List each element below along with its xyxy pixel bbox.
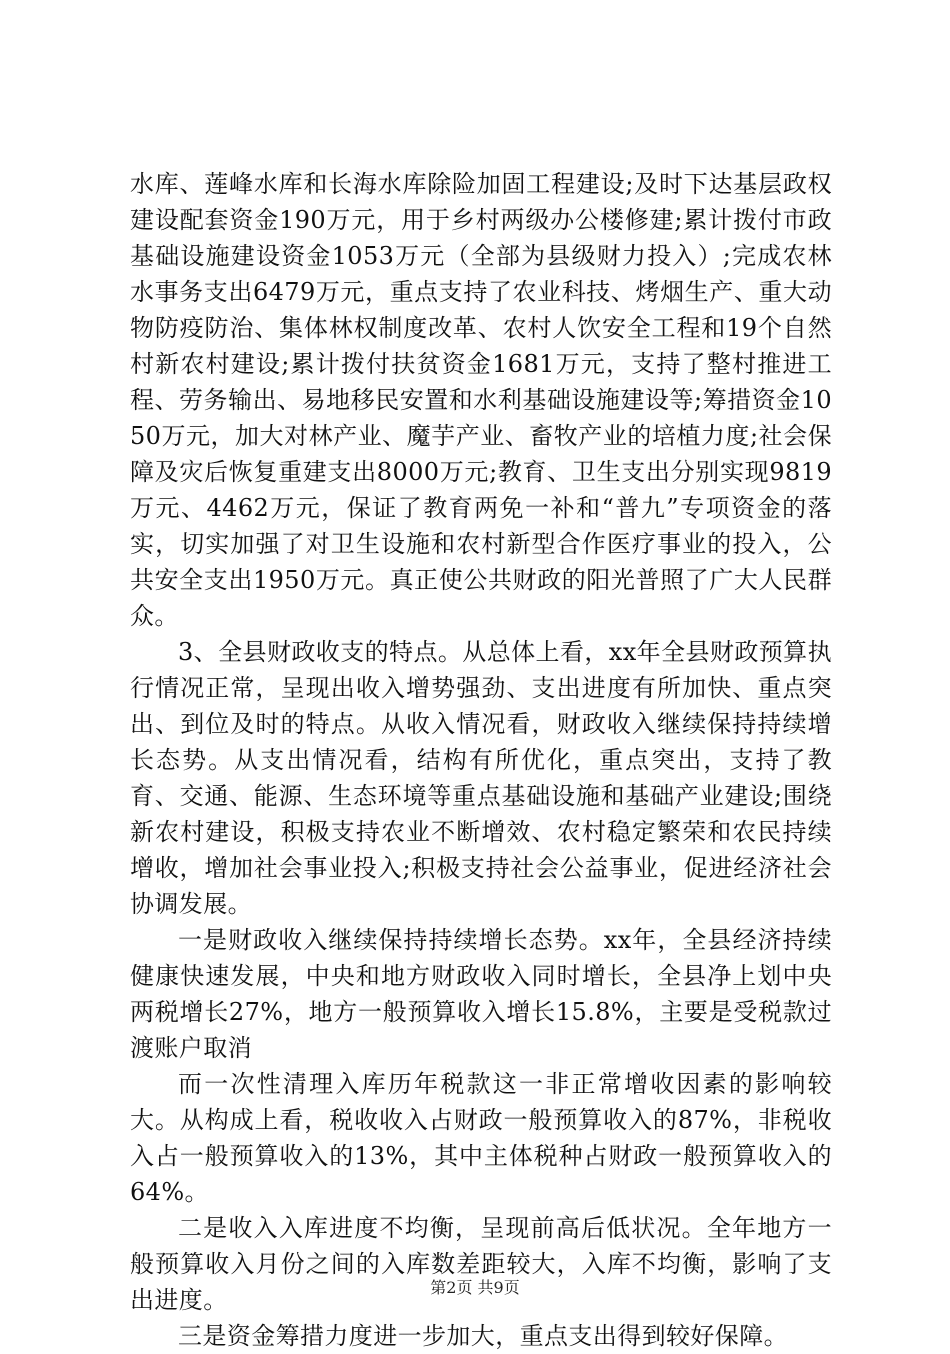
- page-footer: 第2页 共9页: [430, 1278, 520, 1297]
- paragraph-5: 二是收入入库进度不均衡，呈现前高后低状况。全年地方一般预算收入月份之间的入库数差距较大，入库不均衡，影响了支出进度。: [130, 1214, 832, 1314]
- paragraph-2: 3、全县财政收支的特点。从总体上看，xx年全县财政预算执行情况正常，呈现出收入增势强劲、支出进度有所加快、重点突出、到位及时的特点。从收入情况看，财政收入继续保持持续增长态势。从支出情况看，结构有所优化，重点突出，支持了教育、交通、能源、生态环境等重点基础设施和基础产业建设;围绕新农村建设，积极支持农业不断增效、农村稳定繁荣和农民持续增收，增加社会事业投入;积极支持社会公益事业，促进经济社会协调发展。: [130, 638, 832, 918]
- paragraph-3: 一是财政收入继续保持持续增长态势。xx年，全县经济持续健康快速发展，中央和地方财政收入同时增长，全县净上划中央两税增长27%，地方一般预算收入增长15.8%，主要是受税款过渡账户取消: [130, 926, 832, 1062]
- paragraph-6: 三是资金筹措力度进一步加大，重点支出得到较好保障。: [178, 1322, 788, 1350]
- paragraph-1: 水库、莲峰水库和长海水库除险加固工程建设;及时下达基层政权建设配套资金190万元，用于乡村两级办公楼修建;累计拨付市政基础设施建设资金1053万元（全部为县级财力投入）;完成农林水事务支出6479万元，重点支持了农业科技、烤烟生产、重大动物防疫防治、集体林权制度改革、农村人饮安全工程和19个自然村新农村建设;累计拨付扶贫资金1681万元，支持了整村推进工程、劳务输出、易地移民安置和水利基础设施建设等;筹措资金1050万元，加大对林产业、魔芋产业、畜牧产业的培植力度;社会保障及灾后恢复重建支出8000万元;教育、卫生支出分别实现9819万元、4462万元，保证了教育两免一补和“普九”专项资金的落实，切实加强了对卫生设施和农村新型合作医疗事业的投入，公共安全支出1950万元。真正使公共财政的阳光普照了广大人民群众。: [130, 170, 832, 630]
- document-body: [130, 166, 832, 1354]
- paragraph-4: 而一次性清理入库历年税款这一非正常增收因素的影响较大。从构成上看，税收收入占财政一般预算收入的87%，非税收入占一般预算收入的13%，其中主体税种占财政一般预算收入的64%。: [130, 1070, 832, 1206]
